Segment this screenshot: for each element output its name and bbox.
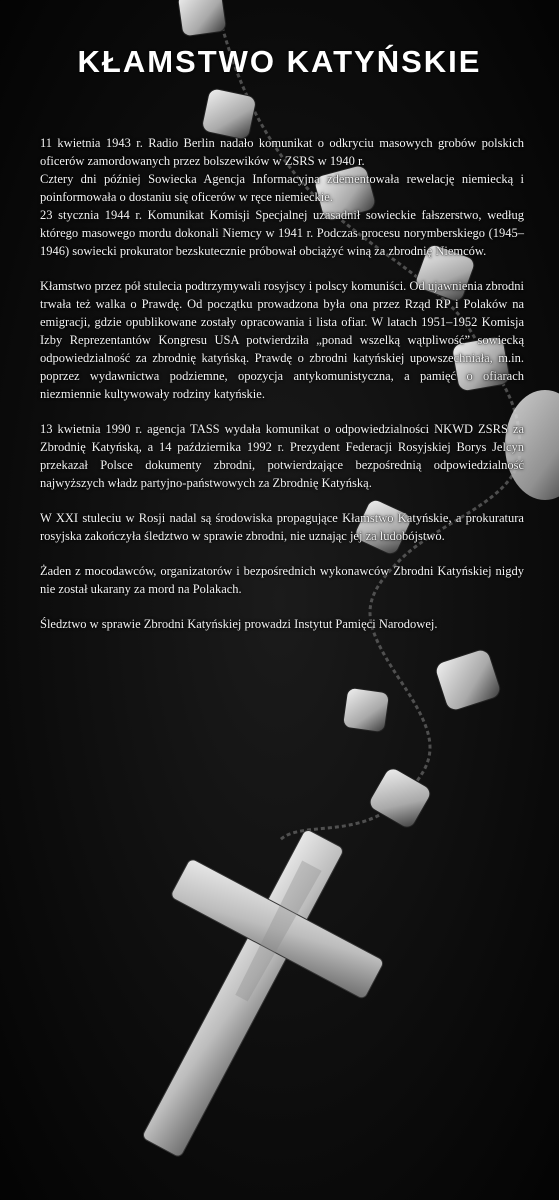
text-line: Cztery dni później Sowiecka Agencja Informacyjna zdementowała rewelację niemiecką i poinformowała o dostaniu się oficerów w ręce niemieckie. [40, 172, 524, 204]
text-line: Żaden z mocodawców, organizatorów i bezpośrednich wykonawców Zbrodni Katyńskiej nigdy nie został ukarany za mord na Polakach. [40, 564, 524, 596]
paragraph-5 [40, 562, 524, 598]
article-body [40, 134, 524, 650]
paragraph-6 [40, 615, 524, 633]
text-line: W XXI stuleciu w Rosji nadal są środowiska propagujące Kłamstwo Katyńskie, a prokuratura rosyjska zakończyła śledztwo w sprawie zbrodni, nie uznając jej za ludobójstwo. [40, 511, 524, 543]
paragraph-4 [40, 509, 524, 545]
text-line: Kłamstwo przez pół stulecia podtrzymywali rosyjscy i polscy komuniści. Od ujawnienia zbrodni trwała też walka o Prawdę. Od początku prowadzona była ona przez Rząd RP i Polaków na emigracji, gdzie opublikowane zostały opracowania i lista ofiar. W latach 1951–1952 Komisja Izby Reprezentantów Kongresu USA potwierdziła „ponad wszelką wątpliwość” sowiecką odpowiedzialność za zbrodnię katyńską. Prawdę o zbrodni katyńskiej upowszechniała, m.in. poprzez wydawnictwa podziemne, opozycja antykomunistyczna, a pamięć o ofiarach niezmiennie kultywowały rodziny katyńskie. [40, 279, 524, 401]
paragraph-1 [40, 134, 524, 260]
text-line: 11 kwietnia 1943 r. Radio Berlin nadało komunikat o odkryciu masowych grobów polskich oficerów zamordowanych przez bolszewików w ZSRS w 1940 r. [40, 136, 524, 168]
text-line: 13 kwietnia 1990 r. agencja TASS wydała komunikat o odpowiedzialności NKWD ZSRS za Zbrodnię Katyńską, a 14 października 1992 r. Prezydent Federacji Rosyjskiej Borys Jelcyn przekazał Polsce dokumenty zbrodni, potwierdzające bezpośrednią odpowiedzialność najwyższych władz partyjno-państwowych za Zbrodnię Katyńską. [40, 422, 524, 490]
page-title: KŁAMSTWO KATYŃSKIE [77, 44, 482, 79]
paragraph-3 [40, 420, 524, 492]
text-line: Śledztwo w sprawie Zbrodni Katyńskiej prowadzi Instytut Pamięci Narodowej. [40, 617, 438, 631]
paragraph-2 [40, 277, 524, 403]
text-line: 23 stycznia 1944 r. Komunikat Komisji Specjalnej uzasadnił sowieckie fałszerstwo, według którego masowego mordu dokonali Niemcy w 1941 r. Podczas procesu norymberskiego (1945–1946) sowiecki prokurator bezskutecznie próbował obciążyć winą za zbrodnię Niemców. [40, 208, 524, 258]
